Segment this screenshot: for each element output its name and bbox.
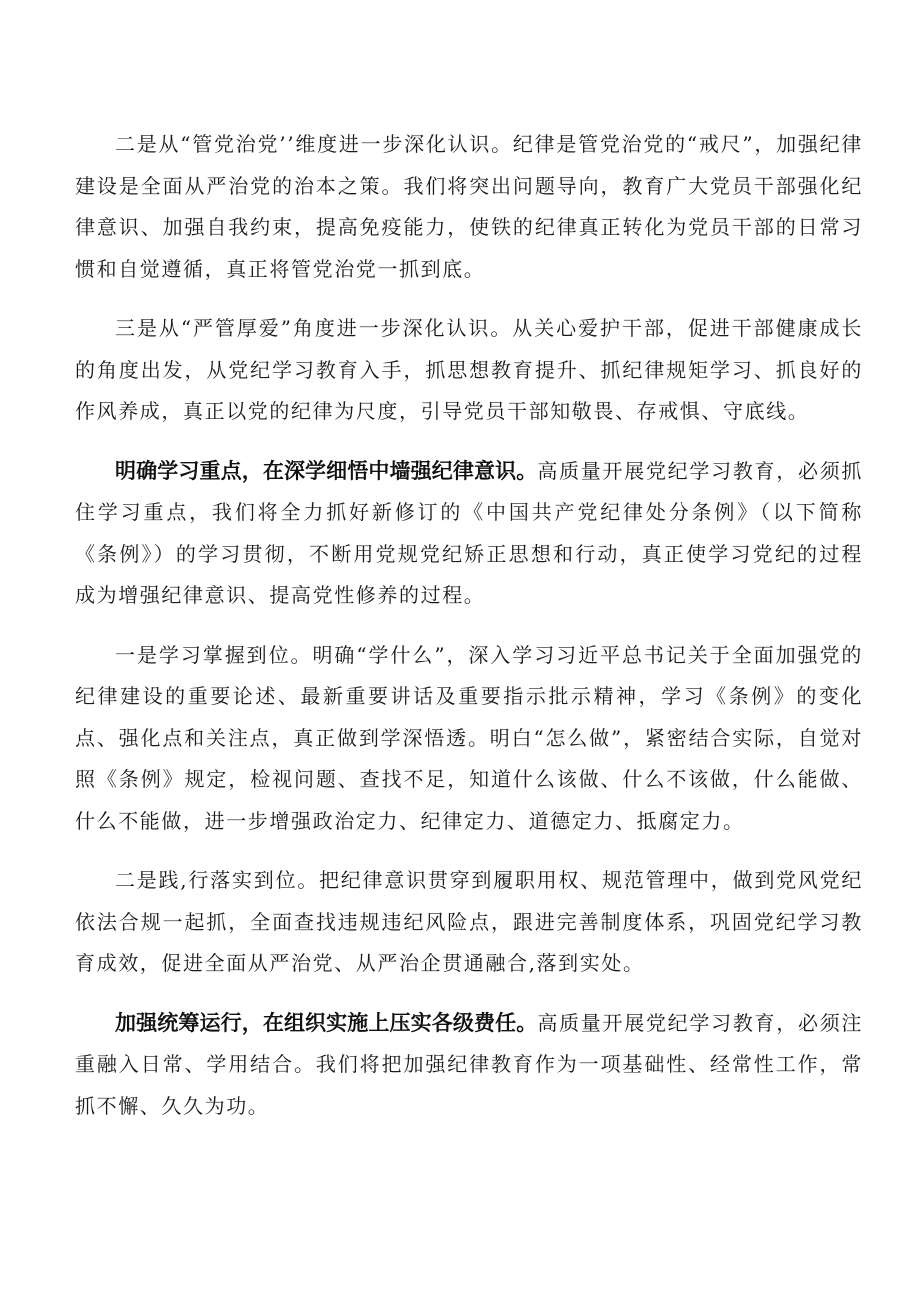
- paragraph-text: 高质量开展党纪学习教育，必须注重融入日常、学用结合。我们将把加强纪律教育作为一项基础性、经常性工作，常抓不懈、久久为功。: [75, 1010, 864, 1118]
- paragraph-text: 二是从“管党治党’’维度进一步深化认识。纪律是管党治党的“戒尺”，加强纪律建设是全面从严治党的治本之策。我们将突出问题导向，教育广大党员干部强化纪律意识、加强自我约束，提高免疫能力，使铁的纪律真正转化为党员干部的日常习惯和自觉遵循，真正将管党治党一抓到底。: [75, 132, 863, 281]
- paragraph-study-in-place: [75, 635, 863, 843]
- paragraph-text: 二是践,行落实到位。把纪律意识贯穿到履职用权、规范管理中，做到党风党纪依法合规一起抓，全面查找违规违纪风险点，跟进完善制度体系，巩固党纪学习教育成效，促进全面从严治党、从严治企贯通融合,落到实处。: [75, 868, 863, 975]
- paragraph-strict-care: [75, 308, 863, 433]
- paragraph-discipline-dimension: [75, 124, 863, 290]
- paragraph-text: 高质量开展党纪学习教育，必须抓住学习重点，我们将全力抓好新修订的《中国共产党纪律处分条例》（以下简称《条例》）的学习贯彻，不断用党规党纪矫正思想和行动，真正使学习党纪的过程成为增强纪律意识、提高党性修养的过程。: [75, 458, 864, 607]
- paragraph-lead-heading: 明确学习重点，在深学细悟中墙强纪律意识。: [115, 458, 538, 483]
- paragraph-study-focus: [75, 451, 863, 617]
- document-body: [75, 124, 863, 1127]
- paragraph-text: 一是学习掌握到位。明确“学什么”，深入学习习近平总书记关于全面加强党的纪律建设的重要论述、最新重要讲话及重要指示批示精神，学习《条例》的变化点、强化点和关注点，真正做到学深悟透。明白“怎么做”，紧密结合实际，自觉对照《条例》规定，检视问题、查找不足，知道什么该做、什么不该做，什么能做、什么不能做，进一步增强政治定力、纪律定力、道德定力、抵腐定力。: [75, 642, 863, 833]
- paragraph-lead-heading: 加强统筹运行，在组织实施上压实各级费任。: [115, 1010, 538, 1035]
- paragraph-text: 三是从“严管厚爱”角度进一步深化认识。从关心爱护干部，促进干部健康成长的角度出发，从党纪学习教育入手，抓思想教育提升、抓纪律规矩学习、抓良好的作风养成，真正以党的纪律为尺度，引导党员干部知敬畏、存戒惧、守底线。: [75, 316, 863, 423]
- paragraph-coordination: [75, 1003, 863, 1128]
- paragraph-practice-in-place: [75, 860, 863, 985]
